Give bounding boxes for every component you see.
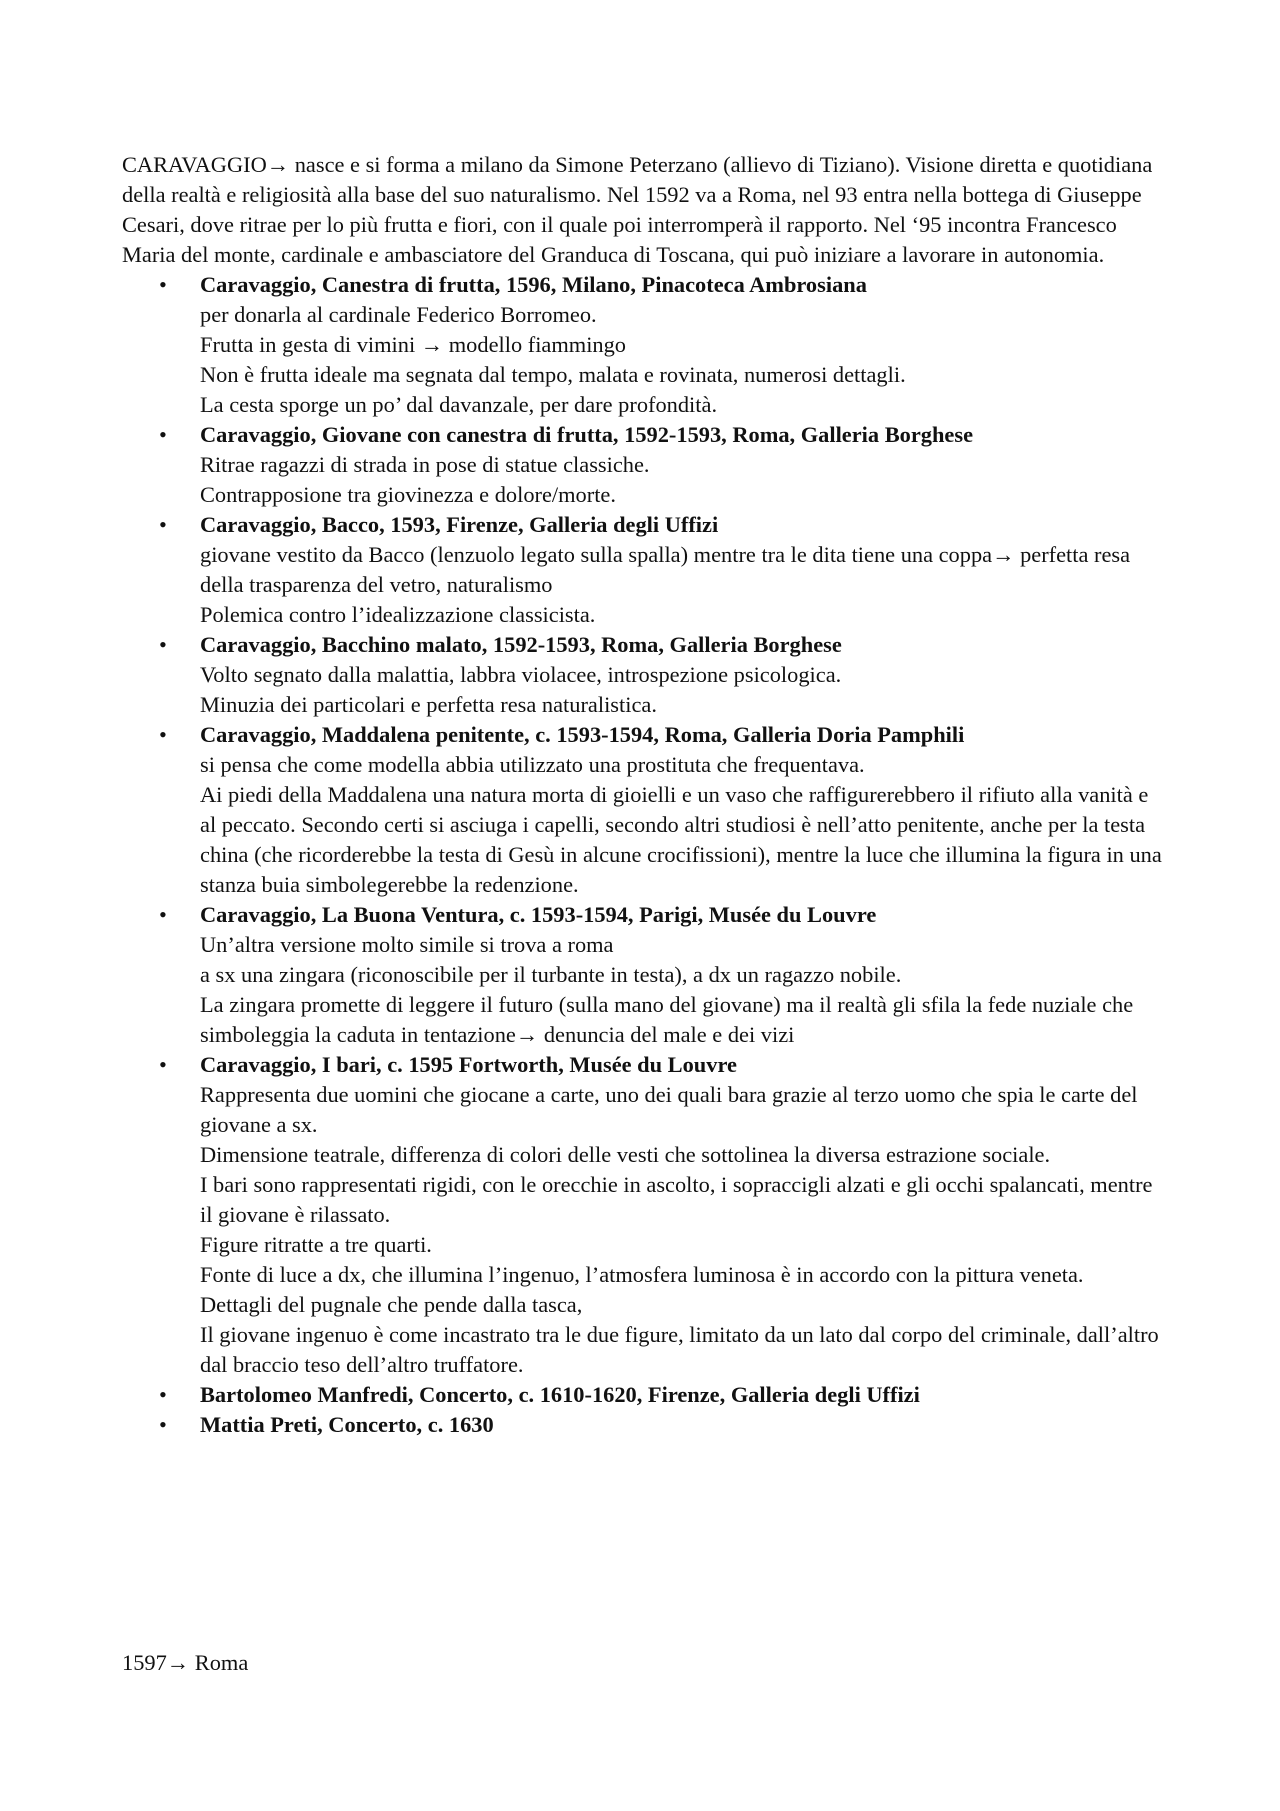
artwork-note: Un’altra versione molto simile si trova a roma: [200, 932, 614, 957]
artwork-note: per donarla al cardinale Federico Borromeo.: [200, 302, 597, 327]
artwork-note: Il giovane ingenuo è come incastrato tra le due figure, limitato da un lato dal corpo del criminale, dall’altro dal braccio teso dell’altro truffatore.: [200, 1322, 1159, 1377]
bullet-icon: •: [159, 272, 167, 297]
bullet-icon: •: [159, 722, 167, 747]
artwork-title: Caravaggio, I bari, c. 1595 Fortworth, Musée du Louvre: [200, 1052, 737, 1077]
bullet-icon: •: [159, 1412, 167, 1437]
artwork-note: Non è frutta ideale ma segnata dal tempo, malata e rovinata, numerosi dettagli.: [200, 362, 906, 387]
artwork-item: [122, 1380, 1162, 1410]
bullet-icon: •: [159, 632, 167, 657]
intro-paragraph: CARAVAGGIO→ nasce e si forma a milano da Simone Peterzano (allievo di Tiziano). Visione diretta e quotidiana della realtà e religiosità alla base del suo naturalismo. Nel 1592 va a Roma, nel 93 entra nella bottega di Giuseppe Cesari, dove ritrae per lo più frutta e fiori, con il quale poi interromperà il rapporto. Nel ‘95 incontra Francesco Maria del monte, cardinale e ambasciatore del Granduca di Toscana, qui può iniziare a lavorare in autonomia.: [122, 152, 1153, 267]
artwork-note: Figure ritratte a tre quarti.: [200, 1232, 432, 1257]
bullet-icon: •: [159, 902, 167, 927]
artwork-note: Minuzia dei particolari e perfetta resa naturalistica.: [200, 692, 657, 717]
artwork-note: Ai piedi della Maddalena una natura morta di gioielli e un vaso che raffigurerebbero il rifiuto alla vanità e al peccato. Secondo certi si asciuga i capelli, secondo altri studiosi è nell’atto penitente, anche per la testa china (che ricorderebbe la testa di Gesù in alcune crocifissioni), mentre la luce che illumina la figura in una stanza buia simbolegerebbe la redenzione.: [200, 782, 1162, 897]
document-page: [122, 150, 1162, 1440]
artwork-note: La cesta sporge un po’ dal davanzale, per dare profondità.: [200, 392, 718, 417]
bullet-icon: •: [159, 1382, 167, 1407]
artwork-title: Caravaggio, Bacco, 1593, Firenze, Galleria degli Uffizi: [200, 512, 719, 537]
artwork-note: giovane vestito da Bacco (lenzuolo legato sulla spalla) mentre tra le dita tiene una coppa→ perfetta resa della trasparenza del vetro, naturalismo: [200, 542, 1131, 597]
artwork-note: Dettagli del pugnale che pende dalla tasca,: [200, 1292, 583, 1317]
artwork-note: a sx una zingara (riconoscibile per il turbante in testa), a dx un ragazzo nobile.: [200, 962, 902, 987]
artwork-note: Contrapposione tra giovinezza e dolore/morte.: [200, 482, 616, 507]
artwork-title: Bartolomeo Manfredi, Concerto, c. 1610-1620, Firenze, Galleria degli Uffizi: [200, 1382, 920, 1407]
artwork-title: Mattia Preti, Concerto, c. 1630: [200, 1412, 494, 1437]
artwork-note: Dimensione teatrale, differenza di colori delle vesti che sottolinea la diversa estrazione sociale.: [200, 1142, 1051, 1167]
artwork-title: Caravaggio, Giovane con canestra di frutta, 1592-1593, Roma, Galleria Borghese: [200, 422, 974, 447]
artwork-note: Ritrae ragazzi di strada in pose di statue classiche.: [200, 452, 650, 477]
footer-note: 1597→ Roma: [122, 1650, 249, 1675]
artwork-item: [122, 270, 1162, 420]
artwork-item: [122, 420, 1162, 510]
artwork-note: Fonte di luce a dx, che illumina l’ingenuo, l’atmosfera luminosa è in accordo con la pittura veneta.: [200, 1262, 1084, 1287]
artwork-note: La zingara promette di leggere il futuro (sulla mano del giovane) ma il realtà gli sfila la fede nuziale che simboleggia la caduta in tentazione→ denuncia del male e dei vizi: [200, 992, 1134, 1047]
artwork-note: Polemica contro l’idealizzazione classicista.: [200, 602, 596, 627]
artwork-title: Caravaggio, Canestra di frutta, 1596, Milano, Pinacoteca Ambrosiana: [200, 272, 867, 297]
artwork-item: [122, 1410, 1162, 1440]
artwork-note: si pensa che come modella abbia utilizzato una prostituta che frequentava.: [200, 752, 865, 777]
artwork-item: [122, 720, 1162, 900]
artwork-title: Caravaggio, Maddalena penitente, c. 1593-1594, Roma, Galleria Doria Pamphili: [200, 722, 965, 747]
artwork-note: Volto segnato dalla malattia, labbra violacee, introspezione psicologica.: [200, 662, 842, 687]
bullet-icon: •: [159, 512, 167, 537]
artwork-note: I bari sono rappresentati rigidi, con le orecchie in ascolto, i sopraccigli alzati e gli occhi spalancati, mentre il giovane è rilassato.: [200, 1172, 1153, 1227]
artwork-list: [122, 270, 1162, 1440]
artwork-title: Caravaggio, Bacchino malato, 1592-1593, Roma, Galleria Borghese: [200, 632, 842, 657]
artwork-item: [122, 1050, 1162, 1380]
artwork-note: Rappresenta due uomini che giocane a carte, uno dei quali bara grazie al terzo uomo che spia le carte del giovane a sx.: [200, 1082, 1138, 1137]
artwork-item: [122, 630, 1162, 720]
bullet-icon: •: [159, 422, 167, 447]
artwork-title: Caravaggio, La Buona Ventura, c. 1593-1594, Parigi, Musée du Louvre: [200, 902, 877, 927]
artwork-note: Frutta in gesta di vimini → modello fiammingo: [200, 332, 627, 357]
artwork-item: [122, 510, 1162, 630]
bullet-icon: •: [159, 1052, 167, 1077]
artwork-item: [122, 900, 1162, 1050]
